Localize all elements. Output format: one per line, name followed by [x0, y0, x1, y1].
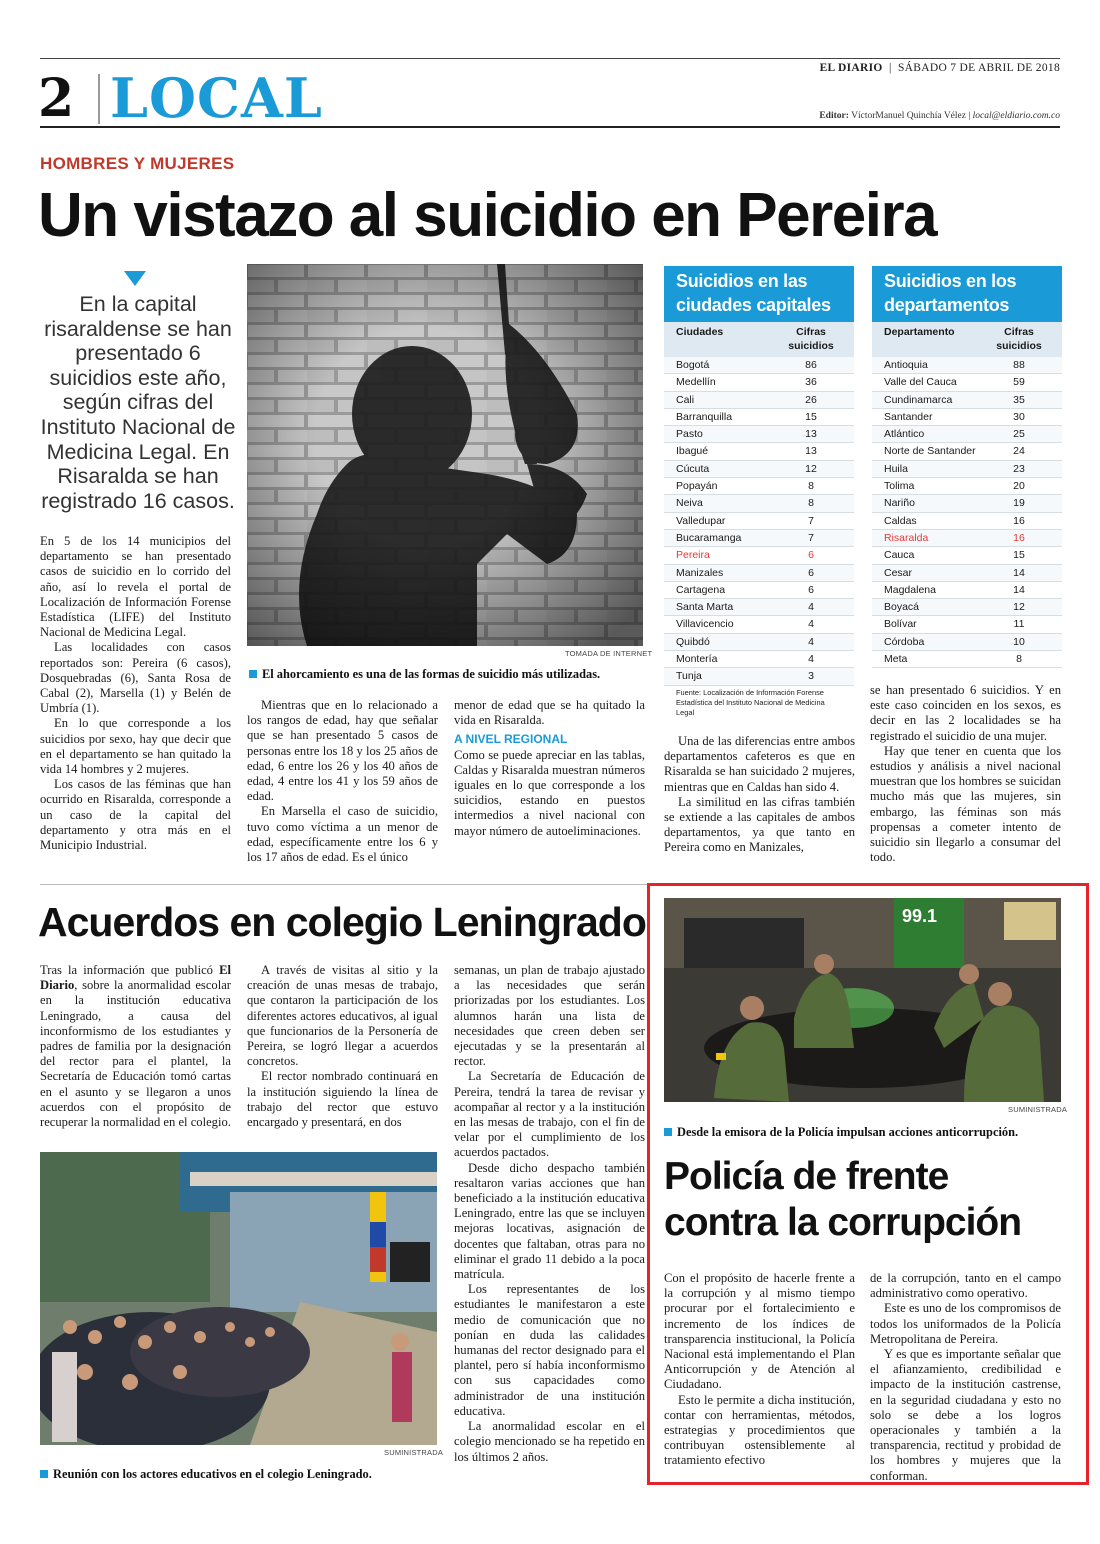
row-value: 4	[808, 653, 814, 666]
row-name: Cauca	[884, 549, 915, 562]
row-value: 35	[1013, 393, 1025, 406]
story2-column-1: Tras la información que publicó El Diario, sobre la anormalidad escolar en la institución educativa Leningrado, a causa del inconformismo de los estudiantes y padres de familia por la designación del rector para el plantel, la Secretaría de Educación tomó cartas en el asunto y se llegaron a unos acuerdos con el propósito de recuperar la normalidad en el colegio.	[40, 963, 231, 1130]
story-kicker: HOMBRES Y MUJERES	[40, 154, 235, 173]
table-header: Ciudades Cifras suicidios	[664, 322, 854, 357]
photo-caption: Desde la emisora de la Policía impulsan acciones anticorrupción.	[664, 1125, 1018, 1140]
story2-column-2: A través de visitas al sitio y la creación de unas mesas de trabajo, que contaron la participación de los diferentes actores educativos, al igual que funcionarios de la Personería de Pereira, se logró llegar a acuerdos concretos. El rector nombrado continuará en la institución siguiendo la línea de trabajo del rector que estuvo encargado y presentará, en dos	[247, 963, 438, 1130]
row-name: Tunja	[676, 670, 702, 683]
row-name: Neiva	[676, 497, 703, 510]
table-row	[664, 599, 854, 616]
page-number: 2	[38, 68, 75, 129]
school-meeting-photo	[40, 1152, 437, 1445]
row-name: Cundinamarca	[884, 393, 953, 406]
photo-credit: SUMINISTRADA	[1008, 1105, 1068, 1114]
row-name: Nariño	[884, 497, 915, 510]
row-name: Ibagué	[676, 445, 709, 458]
photo-credit: SUMINISTRADA	[384, 1448, 444, 1457]
story1-column-3: menor de edad que se ha quitado la vida en Risaralda. A NIVEL REGIONAL Como se puede apreciar en las tablas, Caldas y Risaralda muestran números iguales en lo que corresponde a los suicidios, estando en puestos intermedios a nivel nacional con mayor número de autoeliminaciones.	[454, 698, 645, 838]
deck-triangle-icon	[124, 271, 146, 286]
row-value: 10	[1013, 635, 1025, 648]
row-name: Valle del Cauca	[884, 376, 957, 389]
table-row	[872, 616, 1062, 633]
table-row	[872, 565, 1062, 582]
section-divider	[98, 74, 100, 124]
row-name: Popayán	[676, 480, 718, 493]
row-name: Quibdó	[676, 635, 710, 648]
row-name: Meta	[884, 653, 908, 666]
story3-column-1: Con el propósito de hacerle frente a la corrupción y al mismo tiempo procurar por el fortalecimiento e incremento de los índices de transparencia institucional, la Policía Nacional está implementando el Plan Anticorrupción y de Atención al Ciudadano. Esto le permite a dicha institución, contar con herramientas, métodos, estrategias y procedimientos que contribuyan ostensiblemente al tratamiento efectivo	[664, 1271, 855, 1468]
issue-date: SÁBADO 7 DE ABRIL DE 2018	[897, 62, 1060, 74]
table-row	[664, 565, 854, 582]
table-row	[872, 426, 1062, 443]
row-name: Boyacá	[884, 601, 920, 614]
table-row	[872, 374, 1062, 391]
story-deck: En la capital risaraldense se han presentado 6 suicidios este año, según cifras del Instituto Nacional de Medicina Legal. En Risaralda se han registrado 16 casos.	[40, 292, 236, 513]
table-row	[872, 634, 1062, 651]
row-name: Bogotá	[676, 359, 710, 371]
table-row	[664, 513, 854, 530]
table-row	[664, 530, 854, 547]
table-row	[872, 547, 1062, 564]
table-row	[664, 426, 854, 443]
row-name: Manizales	[676, 566, 724, 579]
row-value: 6	[808, 566, 814, 579]
table-row	[664, 357, 854, 374]
police-radio-photo	[664, 898, 1061, 1102]
row-value: 6	[808, 549, 814, 562]
table-row	[664, 374, 854, 391]
row-value: 12	[805, 462, 817, 475]
table-row	[872, 495, 1062, 512]
row-value: 3	[808, 670, 814, 683]
row-value: 19	[1013, 497, 1025, 510]
row-value: 6	[808, 583, 814, 596]
dateline: EL DIARIO | SÁBADO 7 DE ABRIL DE 2018	[819, 62, 1060, 74]
table-source: Fuente: Localización de Información Forense Estadística del Instituto Nacional de Medicina Legal	[676, 687, 825, 717]
row-value: 4	[808, 601, 814, 614]
table-row	[664, 616, 854, 633]
row-value: 13	[805, 445, 817, 458]
subhead-regional: A NIVEL REGIONAL	[454, 732, 568, 747]
story1-column-5: se han presentado 6 suicidios. Y en este caso coinciden en los sexos, es decir en las 2 localidades se ha registrado el suicidio de una mujer. Hay que tener en cuenta que los estudios y análisis a nivel nacional muestran que los hombres se suicidan mucho más que las mujeres, sin embargo, las féminas son más propensas a cometer intento de suicidio sin llegarlo a consumar del todo.	[870, 683, 1061, 865]
row-value: 24	[1013, 445, 1025, 458]
row-value: 26	[805, 393, 817, 406]
row-value: 8	[808, 480, 814, 493]
table-row	[664, 461, 854, 478]
row-value: 14	[1013, 583, 1025, 596]
row-name: Huila	[884, 462, 908, 475]
row-name: Bolívar	[884, 618, 917, 631]
row-value: 8	[808, 497, 814, 510]
table-row	[664, 392, 854, 409]
row-value: 15	[1013, 549, 1025, 562]
noose-shadow-photo	[247, 264, 643, 646]
row-value: 7	[808, 531, 814, 544]
table-row	[872, 599, 1062, 616]
story2-column-3: semanas, un plan de trabajo ajustado a las necesidades que serán priorizadas por los estudiantes. Los alumnos harán una lista de necesidades que creen deben ser ejecutadas y se la presentarán al rector. La Secretaría de Educación de Pereira, tendrá la tarea de revisar y acompañar al rector y a la institución en las mesas de trabajo, con el fin de velar por el cumplimiento de los acuerdos pactados. Desde dicho despacho también resaltaron varias acciones que han beneficiado a la institución educativa Leningrado, entre las que se incluyen mejoras locativas, asignación de docentes que faltaban, otras para no eliminar el grado 11 debido a la poca matrícula. Los representantes de los estudiantes le manifestaron a este medio de comunicación que no ponían en duda las calidades humanas del rector designado para el plantel, pero sí había inconformismo con sus capacidades como administrador de una institución educativa. La anormalidad escolar en el colegio mencionado se ha repetido en los últimos 2 años.	[454, 963, 645, 1464]
row-name: Cesar	[884, 566, 913, 579]
row-name: Norte de Santander	[884, 445, 976, 458]
table-row	[872, 530, 1062, 547]
row-value: 15	[805, 410, 817, 423]
row-name: Santa Marta	[676, 601, 734, 614]
row-name: Caldas	[884, 514, 917, 527]
row-name: Antioquia	[884, 359, 928, 371]
row-value: 30	[1013, 410, 1025, 423]
table-row	[872, 513, 1062, 530]
caption-square-icon	[664, 1128, 672, 1136]
row-value: 23	[1013, 462, 1025, 475]
main-headline: Un vistazo al suicidio en Pereira	[38, 181, 937, 250]
table-row	[664, 651, 854, 668]
paper-name: EL DIARIO	[819, 62, 883, 74]
table-title: Suicidios en las ciudades capitales	[664, 266, 854, 322]
table-row	[872, 409, 1062, 426]
table-row	[664, 495, 854, 512]
row-name: Magdalena	[884, 583, 936, 596]
table-row	[872, 461, 1062, 478]
table-header: Departamento Cifras suicidios	[872, 322, 1062, 357]
table-row	[664, 409, 854, 426]
caption-square-icon	[40, 1470, 48, 1478]
header-rule	[40, 126, 1060, 128]
row-value: 12	[1013, 601, 1025, 614]
row-value: 59	[1013, 376, 1025, 389]
row-value: 4	[808, 618, 814, 631]
story1-column-1: En 5 de los 14 municipios del departamento se han presentado casos de suicidio en lo corrido del año, así lo revela el portal de Localización de Información Forense Estadística (LIFE) del Instituto Nacional de Medicina Legal. Las localidades con casos reportados son: Pereira (6 casos), Dosquebradas (6), Santa Rosa de Cabal (2), Marsella (1) y Belén de Umbría (1). En lo que corresponde a los suicidios por sexo, hay que decir que en el departamento se han quitado la vida 14 hombres y 2 mujeres. Los casos de las féminas que han ocurrido en Risaralda, corresponde a un caso de la capital del departamento y otra más en el Municipio Industrial.	[40, 534, 231, 853]
table-row	[872, 392, 1062, 409]
row-name: Pereira	[676, 549, 710, 562]
row-value: 11	[1013, 618, 1025, 631]
row-name: Cartagena	[676, 583, 726, 596]
section-title: LOCAL	[110, 66, 323, 130]
editor-email[interactable]: local@eldiario.com.co	[972, 111, 1060, 121]
table-row	[664, 478, 854, 495]
table-row	[664, 634, 854, 651]
row-name: Risaralda	[884, 531, 929, 544]
table-row	[664, 443, 854, 460]
row-value: 36	[805, 376, 817, 389]
row-value: 13	[805, 428, 817, 441]
photo-caption: Reunión con los actores educativos en el colegio Leningrado.	[40, 1467, 372, 1482]
row-name: Pasto	[676, 428, 703, 441]
top-rule	[40, 58, 1060, 59]
row-name: Bucaramanga	[676, 531, 742, 544]
row-name: Atlántico	[884, 428, 925, 441]
row-value: 8	[1016, 653, 1022, 666]
table-row	[872, 443, 1062, 460]
svg-text:99.1: 99.1	[902, 906, 938, 926]
story1-column-2: Mientras que en lo relacionado a los rangos de edad, hay que señalar que se han presentado 5 casos de personas entre los 18 y los 25 años de edad, 6 entre los 26 y los 40 años de edad, 4 entre los 41 y los 59 años de edad. En Marsella el caso de suicidio, tuvo como víctima a un menor de edad, específicamente entre los 6 y los 17 años de edad. Es el único	[247, 698, 438, 865]
row-value: 14	[1013, 566, 1025, 579]
row-value: 16	[1013, 531, 1025, 544]
table-body	[872, 357, 1062, 668]
table-departments	[872, 266, 1062, 668]
story2-headline: Acuerdos en colegio Leningrado	[38, 899, 646, 945]
table-body	[664, 357, 854, 686]
row-value: 88	[1013, 359, 1025, 371]
table-row	[872, 478, 1062, 495]
row-value: 20	[1013, 480, 1025, 493]
table-row	[872, 582, 1062, 599]
table-title: Suicidios en los departamentos	[872, 266, 1062, 322]
table-capital-cities	[664, 266, 854, 720]
row-value: 86	[805, 359, 817, 371]
editor-name: VíctorManuel Quinchía Vélez	[851, 111, 966, 121]
table-row	[664, 582, 854, 599]
story3-headline: Policía de frente contra la corrupción	[664, 1155, 1022, 1244]
editor-line: Editor: VíctorManuel Quinchía Vélez | local@eldiario.com.co	[819, 111, 1060, 121]
row-name: Villavicencio	[676, 618, 734, 631]
row-name: Cúcuta	[676, 462, 710, 475]
table-row	[872, 651, 1062, 668]
photo-caption: El ahorcamiento es una de las formas de suicidio más utilizadas.	[249, 667, 600, 682]
row-name: Tolima	[884, 480, 915, 493]
row-name: Medellín	[676, 376, 716, 389]
row-name: Valledupar	[676, 514, 726, 527]
story3-column-2: de la corrupción, tanto en el campo administrativo como operativo. Este es uno de los compromisos de todos los uniformados de la Policía Metropolitana de Pereira. Y es que es importante señalar que el afianzamiento, credibilidad e impacto de la institución castrense, en la seguridad ciudadana y esto no solo se debe a los logros operacionales y también a la transparencia, rectitud y probidad de los hombres y mujeres que la conforman.	[870, 1271, 1061, 1483]
row-value: 16	[1013, 514, 1025, 527]
story1-column-4: Una de las diferencias entre ambos departamentos cafeteros es que en Risaralda se han suicidado 2 mujeres, mientras que en Caldas han sido 4. La similitud en las cifras también se extiende a las capitales de ambos departamentos, ya que tanto en Pereira como en Manizales,	[664, 734, 855, 855]
table-row	[872, 357, 1062, 374]
caption-square-icon	[249, 670, 257, 678]
row-name: Santander	[884, 410, 933, 423]
row-value: 7	[808, 514, 814, 527]
row-name: Barranquilla	[676, 410, 733, 423]
row-name: Córdoba	[884, 635, 925, 648]
row-value: 4	[808, 635, 814, 648]
table-row	[664, 547, 854, 564]
row-value: 25	[1013, 428, 1025, 441]
row-name: Cali	[676, 393, 695, 406]
photo-credit: TOMADA DE INTERNET	[565, 649, 653, 658]
row-name: Montería	[676, 653, 718, 666]
table-row	[664, 668, 854, 685]
